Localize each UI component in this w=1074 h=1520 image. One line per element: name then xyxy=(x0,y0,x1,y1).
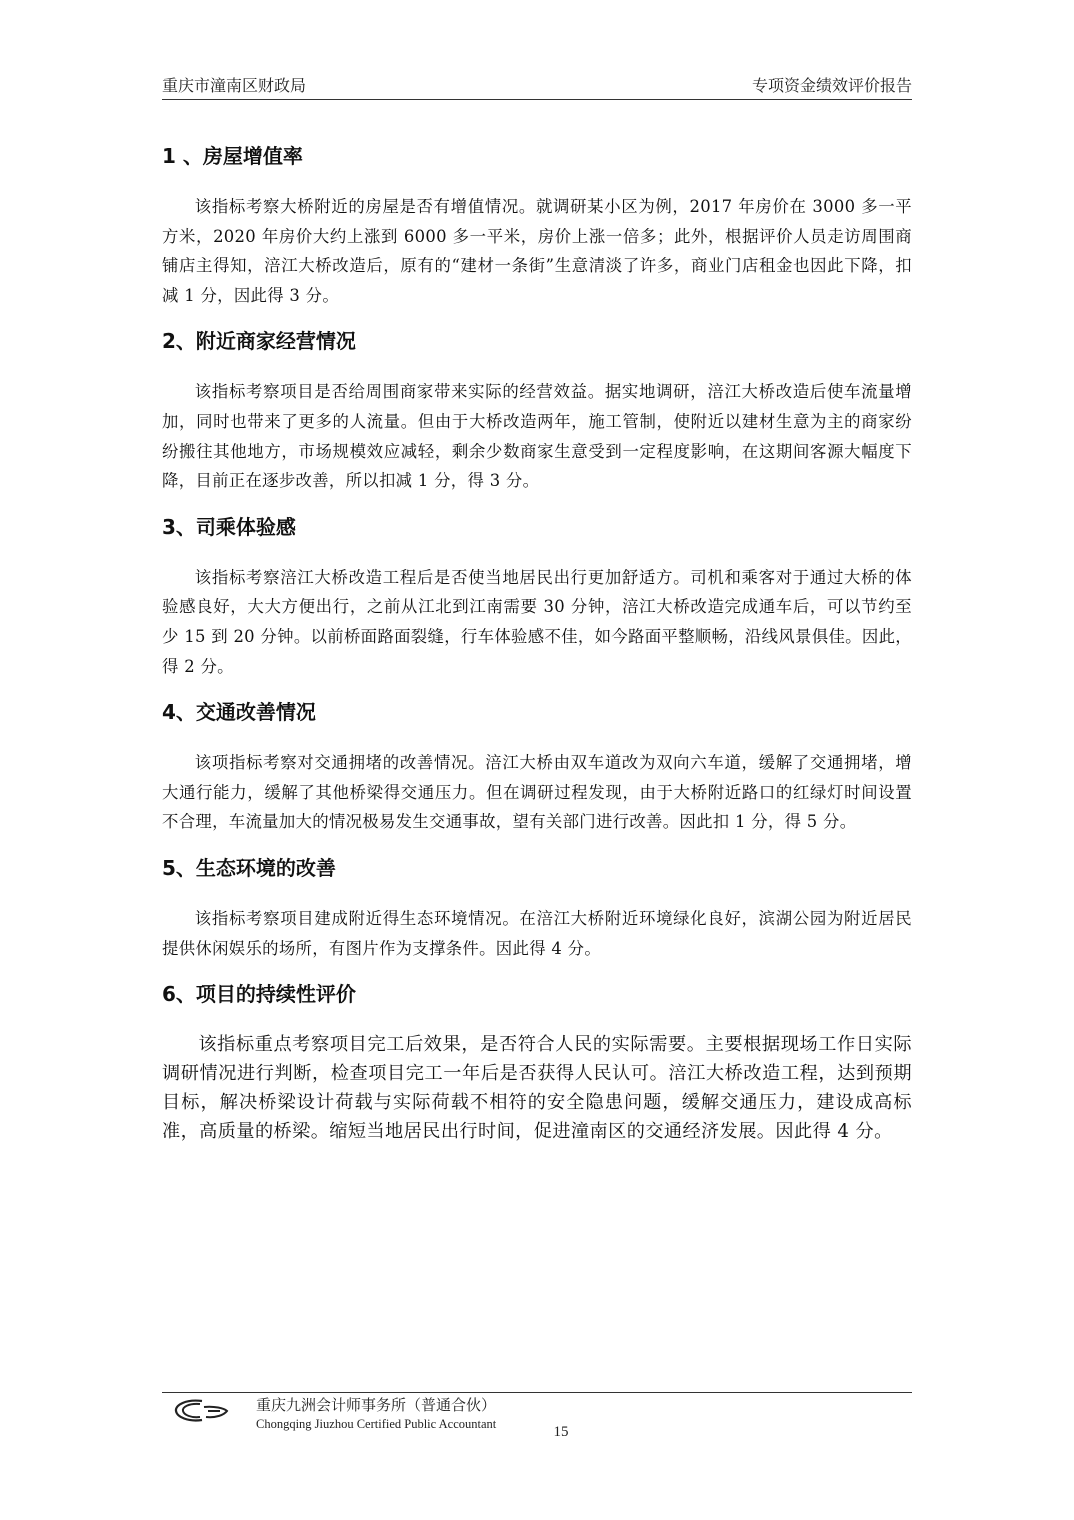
section-title-1: 1 、房屋增值率 xyxy=(162,144,303,168)
page-number: 15 xyxy=(553,1424,569,1440)
section-paragraph-5: 该指标考察项目建成附近得生态环境情况。在涪江大桥附近环境绿化良好，滨湖公园为附近居民提供休闲娱乐的场所，有图片作为支撑条件。因此得 4 分。 xyxy=(162,908,912,958)
header-right-title: 专项资金绩效评价报告 xyxy=(751,76,912,95)
section-paragraph-4: 该项指标考察对交通拥堵的改善情况。涪江大桥由双车道改为双向六车道，缓解了交通拥堵，增大通行能力，缓解了其他桥梁得交通压力。但在调研过程发现，由于大桥附近路口的红绿灯时间设置不合理，车流量加大的情况极易发生交通事故，望有关部门进行改善。因此扣 1 分，得 5 分。 xyxy=(162,753,912,832)
header-left-title: 重庆市潼南区财政局 xyxy=(162,76,307,95)
section-title-3: 3、司乘体验感 xyxy=(162,514,296,539)
section-paragraph-6: 该指标重点考察项目完工后效果，是否符合人民的实际需要。主要根据现场工作日实际调研情况进行判断，检查项目完工一年后是否获得人民认可。涪江大桥改造工程，达到预期目标，解决桥梁设计荷载与实际荷载不相符的安全隐患问题，缓解交通压力，建设成高标准，高质量的桥梁。缩短当地居民出行时间，促进潼南区的交通经济发展。因此得 4 分。 xyxy=(162,1034,912,1143)
jiuzhou-logo-icon xyxy=(172,1398,232,1424)
section-paragraph-2: 该指标考察项目是否给周围商家带来实际的经营效益。据实地调研，涪江大桥改造后使车流量增加，同时也带来了更多的人流量。但由于大桥改造两年，施工管制，使附近以建材生意为主的商家纷纷搬往其他地方，市场规模效应减轻，剩余少数商家生意受到一定程度影响，在这期间客源大幅度下降，目前正在逐步改善，所以扣减 1 分，得 3 分。 xyxy=(162,382,912,491)
footer-company-en: Chongqing Jiuzhou Certified Public Accountant xyxy=(256,1417,497,1431)
section-title-4: 4、交通改善情况 xyxy=(162,700,316,725)
section-title-5: 5、生态环境的改善 xyxy=(162,855,336,880)
document-body xyxy=(162,126,912,1156)
section-paragraph-3: 该指标考察涪江大桥改造工程后是否使当地居民出行更加舒适方。司机和乘客对于通过大桥的体验感良好，大大方便出行，之前从江北到江南需要 30 分钟，涪江大桥改造完成通车后，可以节约至少 15 到 20 分钟。以前桥面路面裂缝，行车体验感不佳，如今路面平整顺畅，沿线风景俱佳。因此，得 2 分。 xyxy=(162,567,912,676)
footer-divider xyxy=(162,1392,912,1393)
section-title-2: 2、附近商家经营情况 xyxy=(162,329,356,354)
header-divider xyxy=(162,99,912,100)
section-paragraph-1: 该指标考察大桥附近的房屋是否有增值情况。就调研某小区为例，2017 年房价在 3000 多一平方米，2020 年房价大约上涨到 6000 多一平米，房价上涨一倍多；此外，根据评价人员走访周围商铺店主得知，涪江大桥改造后，原有的“建材一条街”生意清淡了许多，商业门店租金也因此下降，扣减 1 分，因此得 3 分。 xyxy=(162,197,912,305)
footer-company-cn: 重庆九洲会计师事务所（普通合伙） xyxy=(256,1396,497,1414)
section-title-6: 6、项目的持续性评价 xyxy=(162,982,356,1007)
